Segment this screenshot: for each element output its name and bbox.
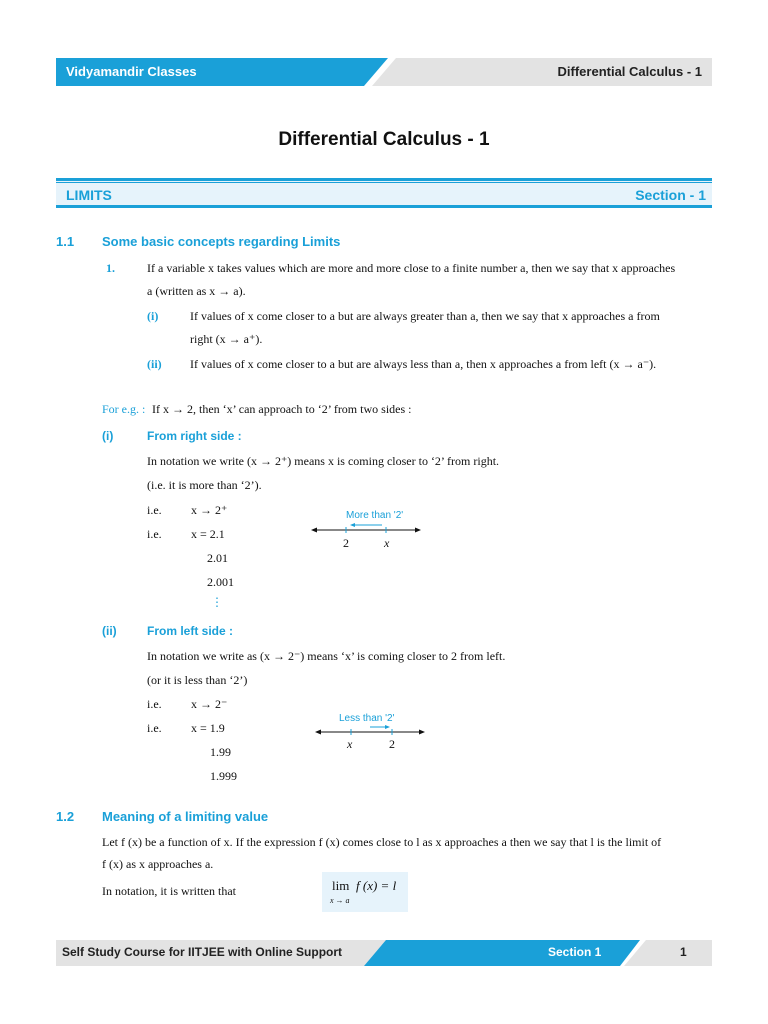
header-right-text: Differential Calculus - 1 [557, 64, 702, 79]
number-line-left [314, 710, 426, 754]
formula-lim: lim [332, 878, 350, 893]
limit-formula-box [322, 872, 408, 912]
eg-label: For e.g. : [102, 402, 146, 416]
formula-expression: f (x) = l [356, 878, 397, 893]
left-side-line-2: (or it is less than ‘2’) [147, 673, 248, 687]
left-side-ie-2: i.e. [147, 721, 162, 735]
left-side-ie-1-value: x → 2⁻ [191, 697, 228, 711]
item-1-line-1: If a variable x takes values which are more and more close to a finite number a, then we say that x approaches [147, 261, 676, 275]
heading-1-2-title: Meaning of a limiting value [102, 809, 269, 824]
right-side-number: (i) [102, 429, 114, 443]
sub-i-line-2: right (x → a⁺). [190, 332, 263, 346]
footer-section-text: Section 1 [548, 945, 602, 959]
number-line-left-point-a: x [347, 737, 353, 751]
eg-text: If x → 2, then ‘x’ can approach to ‘2’ from two sides : [152, 402, 412, 416]
header-bar [56, 58, 712, 86]
left-side-line-1: In notation we write as (x → 2⁻) means ‘x’ is coming closer to 2 from left. [147, 649, 506, 663]
right-side-value-2: 2.01 [207, 551, 228, 565]
s12-notation: In notation, it is written that [102, 884, 236, 898]
section-left-text: LIMITS [66, 187, 112, 203]
number-line-right [310, 508, 422, 552]
sub-i-number: (i) [147, 309, 159, 323]
number-line-left-point-b: 2 [389, 737, 395, 751]
sub-i-line-1: If values of x come closer to a but are always greater than a, then we say that x approaches a from [190, 309, 660, 323]
right-side-value-3: 2.001 [207, 575, 234, 589]
item-1-number: 1. [106, 261, 115, 275]
page-title: Differential Calculus - 1 [278, 129, 490, 150]
number-line-left-label: Less than '2' [339, 713, 395, 724]
number-line-left-graphic [314, 710, 426, 754]
left-side-value-2: 1.99 [210, 745, 231, 759]
heading-1-1-title: Some basic concepts regarding Limits [102, 234, 341, 249]
number-line-right-point-a: 2 [343, 536, 349, 550]
right-side-ie-1: i.e. [147, 503, 162, 517]
item-1-line-2: a (written as x → a). [147, 284, 246, 298]
left-side-title: From left side : [147, 624, 234, 638]
s12-line-1: Let f (x) be a function of x. If the expression f (x) comes close to l as x approaches a then we say that l is the limit of [102, 835, 662, 849]
number-line-right-point-b: x [384, 536, 390, 550]
footer-bar [56, 940, 712, 966]
formula-subscript: x → a [330, 896, 350, 905]
footer-page-number: 1 [680, 945, 687, 959]
section-right-text: Section - 1 [635, 187, 706, 203]
section-bar [56, 178, 712, 208]
right-side-ie-2-value: x = 2.1 [191, 527, 225, 541]
left-side-number: (ii) [102, 624, 117, 638]
left-side-ie-1: i.e. [147, 697, 162, 711]
right-side-ie-2: i.e. [147, 527, 162, 541]
left-side-ie-2-value: x = 1.9 [191, 721, 225, 735]
right-side-ie-1-value: x → 2⁺ [191, 503, 228, 517]
heading-1-1-number: 1.1 [56, 234, 75, 249]
footer-left-text: Self Study Course for IITJEE with Online Support [62, 945, 343, 959]
sub-ii-number: (ii) [147, 357, 162, 371]
header-left-text: Vidyamandir Classes [66, 64, 197, 79]
s12-line-2: f (x) as x approaches a. [102, 857, 214, 871]
left-side-value-3: 1.999 [210, 769, 237, 783]
sub-ii-line: If values of x come closer to a but are always less than a, then x approaches a from left (x → a⁻). [190, 357, 657, 371]
right-side-dots: ⋮ [211, 595, 223, 609]
number-line-right-graphic [310, 508, 422, 552]
heading-1-2-number: 1.2 [56, 809, 75, 824]
right-side-line-1: In notation we write (x → 2⁺) means x is coming closer to ‘2’ from right. [147, 454, 500, 468]
section-bar-inner-line [56, 182, 712, 183]
right-side-line-2: (i.e. it is more than ‘2’). [147, 478, 262, 492]
number-line-right-label: More than '2' [346, 510, 404, 521]
right-side-title: From right side : [147, 429, 242, 443]
